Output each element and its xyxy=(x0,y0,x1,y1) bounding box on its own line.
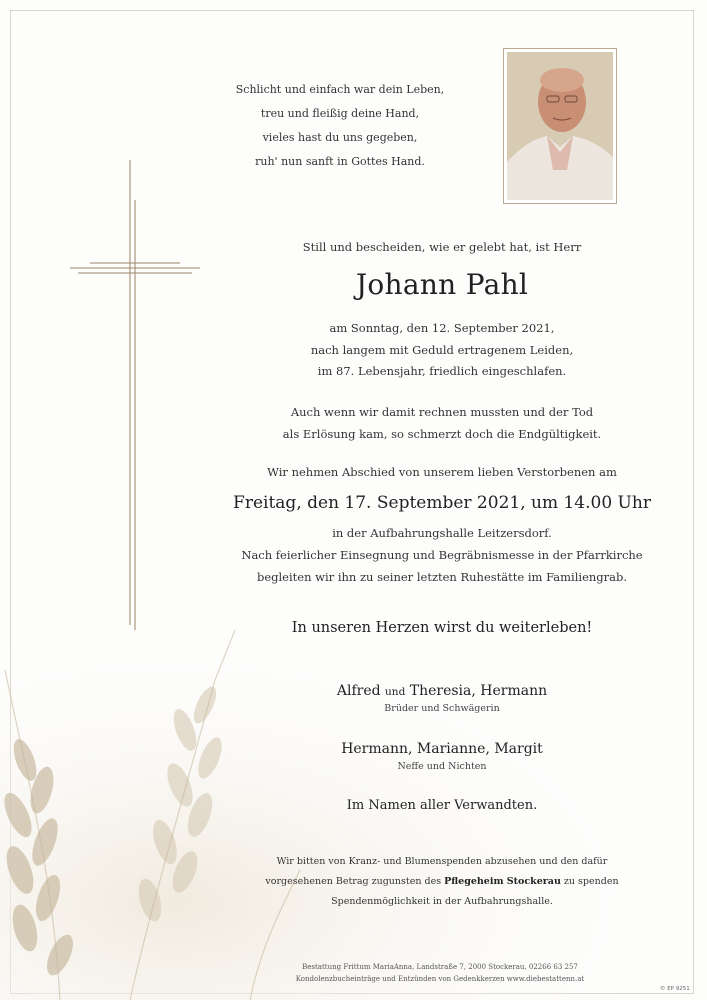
mourner-name: Alfred xyxy=(336,683,381,699)
footer-line: Kondolenzbucheinträge und Entzünden von Gedenkkerzen www.diebestattenn.at xyxy=(295,975,585,983)
ceremony-line: begleiten wir ihn zu seiner letzten Ruhestätte im Familiengrab. xyxy=(256,570,628,584)
ceremony-line: in der Aufbahrungshalle Leitzersdorf. xyxy=(332,526,552,540)
portrait-photo xyxy=(503,48,617,204)
mourner-group-nephews xyxy=(222,741,662,772)
notice-line xyxy=(260,872,624,892)
poem xyxy=(190,78,490,174)
quote-line: als Erlösung kam, so schmerzt doch die Endgültigkeit. xyxy=(282,426,602,441)
on-behalf-line: Im Namen aller Verwandten. xyxy=(346,798,538,813)
death-details xyxy=(222,318,662,383)
condolence-quote xyxy=(222,402,662,445)
mourner-name: Theresia, Hermann xyxy=(409,683,548,699)
poem-line: Schlicht und einfach war dein Leben, xyxy=(235,83,445,96)
farewell-date: Freitag, den 17. September 2021, um 14.00 Uhr xyxy=(233,493,651,513)
mourner-relation: Brüder und Schwägerin xyxy=(384,703,500,714)
poem-line: treu und fleißig deine Hand, xyxy=(260,107,420,120)
announcement-intro: Still und bescheiden, wie er gelebt hat, ist Herr xyxy=(302,240,582,254)
cross-icon xyxy=(60,155,210,635)
memorial-motto: In unseren Herzen wirst du weiterleben! xyxy=(291,620,593,636)
beneficiary-name: Pflegeheim Stockerau xyxy=(444,876,561,887)
portrait-image xyxy=(507,52,613,200)
death-line: im 87. Lebensjahr, friedlich eingeschlafen. xyxy=(317,364,567,378)
mourner-names xyxy=(222,683,662,699)
document-code: © EP 9251 xyxy=(660,986,690,992)
funeral-home-footer xyxy=(250,961,630,985)
poem-line: vieles hast du uns gegeben, xyxy=(262,131,418,144)
notice-line: Spendenmöglichkeit in der Aufbahrungshalle. xyxy=(331,896,553,907)
poem-line: ruh' nun sanft in Gottes Hand. xyxy=(255,155,425,168)
death-line: am Sonntag, den 12. September 2021, xyxy=(329,321,555,335)
deceased-name: Johann Pahl xyxy=(355,268,529,301)
mourner-group-siblings xyxy=(222,683,662,714)
ceremony-line: Nach feierlicher Einsegnung und Begräbnismesse in der Pfarrkirche xyxy=(241,548,643,562)
notice-text: vorgesehenen Betrag zugunsten des xyxy=(265,876,442,887)
notice-text: zu spenden xyxy=(563,876,619,887)
mourner-connector: und xyxy=(385,686,406,698)
quote-line: Auch wenn wir damit rechnen mussten und der Tod xyxy=(290,405,594,419)
death-line: nach langem mit Geduld ertragenem Leiden, xyxy=(310,342,574,357)
notice-line: Wir bitten von Kranz- und Blumenspenden abzusehen und den dafür xyxy=(276,856,608,867)
footer-line: Bestattung Frittum MariaAnna, Landstraße 7, 2000 Stockerau, 02266 63 257 xyxy=(302,963,578,971)
ceremony-details xyxy=(222,522,662,588)
farewell-intro: Wir nehmen Abschied von unserem lieben Verstorbenen am xyxy=(267,465,617,479)
mourner-names: Hermann, Marianne, Margit xyxy=(341,741,543,757)
mourner-relation: Neffe und Nichten xyxy=(397,761,487,772)
donation-notice xyxy=(260,852,624,912)
